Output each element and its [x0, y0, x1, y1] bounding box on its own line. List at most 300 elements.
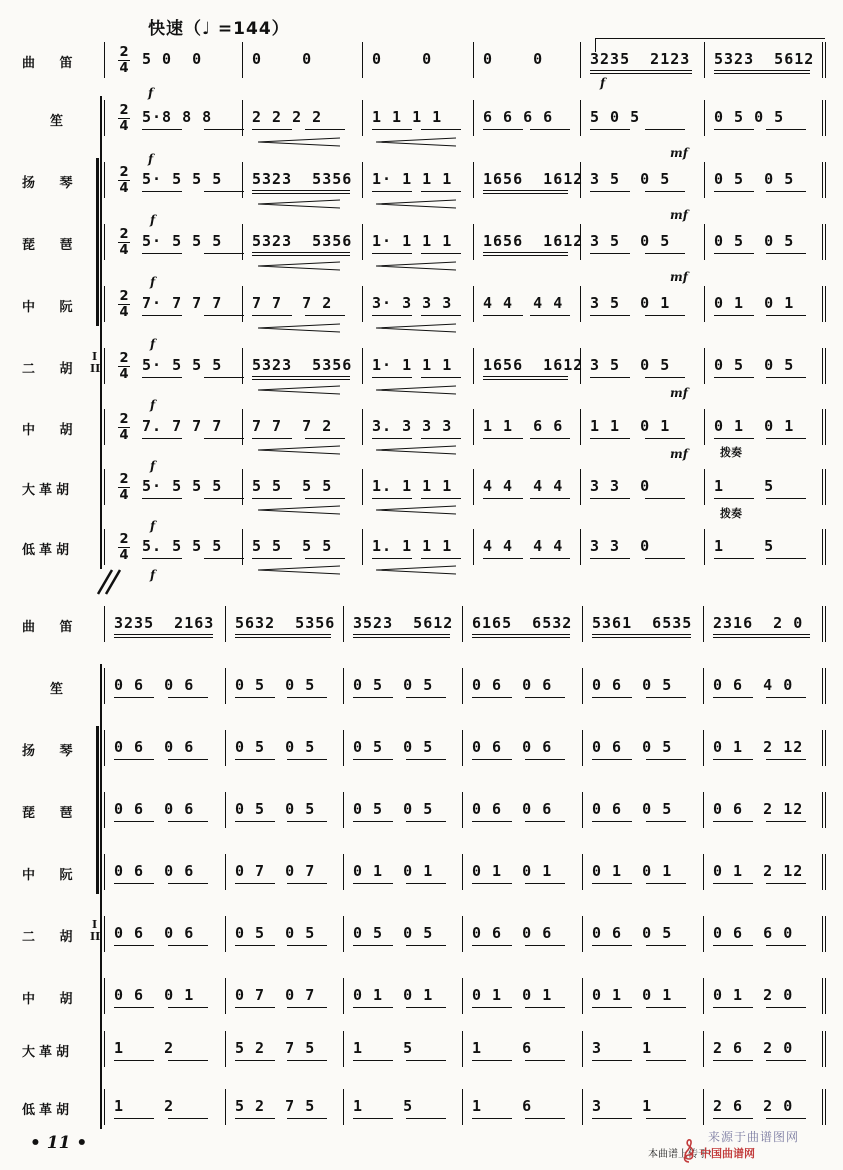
- barline: [242, 162, 243, 198]
- barline-end: [825, 792, 826, 828]
- time-sig-top: 2: [119, 351, 129, 366]
- instrument-label-pipa-system1: 琵 琶: [22, 238, 83, 253]
- beam-line: [713, 697, 753, 698]
- barline: [582, 730, 583, 766]
- beam-line: [645, 315, 685, 316]
- time-sig-top: 2: [119, 165, 129, 180]
- beam-line: [406, 883, 446, 884]
- beam-line: [483, 558, 523, 559]
- barline: [822, 42, 823, 78]
- beam-line: [714, 191, 754, 192]
- beam-line: [525, 821, 565, 822]
- barline-end: [825, 409, 826, 445]
- beam-line: [766, 253, 806, 254]
- barline: [822, 916, 823, 952]
- beam-line: [114, 634, 213, 635]
- beam-line: [421, 253, 461, 254]
- beam-line: [305, 558, 345, 559]
- barline: [703, 792, 704, 828]
- beam-line: [252, 376, 350, 377]
- beam-line: [645, 253, 685, 254]
- beam-line: [235, 1060, 275, 1061]
- measure-dagehu-6: 2 6 2 0: [713, 1039, 794, 1057]
- beam-line: [483, 315, 523, 316]
- beam-line: [766, 1060, 806, 1061]
- system-bracket-strings: [96, 726, 99, 894]
- time-signature: [118, 104, 130, 133]
- dynamic-forte: f: [150, 213, 156, 227]
- dynamic-mezzo-forte: mf: [670, 146, 688, 160]
- measure-pipa-4: 0 6 0 6: [472, 800, 553, 818]
- barline-end: [825, 1089, 826, 1125]
- barline: [242, 529, 243, 565]
- measure-sheng-6: 0 6 4 0: [713, 676, 794, 694]
- measure-sheng-4: 0 6 0 6: [472, 676, 553, 694]
- measure-dagehu-4: 4 4 4 4: [483, 477, 564, 495]
- measure-erhu-5: 3 5 0 5: [590, 356, 671, 374]
- measure-zhongruan-3: 0 1 0 1: [353, 862, 434, 880]
- instrument-label-sheng-system1: 笙: [50, 114, 64, 129]
- beam-line: [305, 498, 345, 499]
- crescendo-hairpin: [376, 137, 456, 147]
- barline: [580, 42, 581, 78]
- beam-line: [646, 1007, 686, 1008]
- beam-line: [646, 883, 686, 884]
- beam-line: [530, 438, 570, 439]
- beam-line: [590, 558, 630, 559]
- beam-line: [204, 558, 244, 559]
- beam-line: [353, 1007, 393, 1008]
- measure-erhu-6: 0 6 6 0: [713, 924, 794, 942]
- beam-line: [287, 821, 327, 822]
- measure-sheng-1: 5·8 8 8: [142, 108, 213, 126]
- measure-digehu-4: 4 4 4 4: [483, 537, 564, 555]
- measure-sheng-3: 0 5 0 5: [353, 676, 434, 694]
- beam-line: [421, 315, 461, 316]
- barline-end: [825, 1031, 826, 1067]
- beam-line: [714, 253, 754, 254]
- dynamic-forte: f: [150, 568, 156, 582]
- measure-zhongruan-5: 0 1 0 1: [592, 862, 673, 880]
- beam-line: [142, 315, 182, 316]
- barline: [582, 854, 583, 890]
- measure-digehu-4: 1 6: [472, 1097, 533, 1115]
- measure-erhu-5: 0 6 0 5: [592, 924, 673, 942]
- measure-sheng-6: 0 5 0 5: [714, 108, 785, 126]
- barline: [582, 1089, 583, 1125]
- beam-line: [472, 634, 570, 635]
- beam-line: [590, 73, 692, 74]
- measure-sheng-3: 1 1 1 1: [372, 108, 443, 126]
- instrument-label-zhonghu-system1: 中 胡: [22, 423, 83, 438]
- crescendo-hairpin: [258, 445, 340, 455]
- measure-zhongruan-1: 7· 7 7 7: [142, 294, 223, 312]
- beam-line: [714, 129, 754, 130]
- barline: [104, 978, 105, 1014]
- measure-digehu-5: 3 3 0: [590, 537, 651, 555]
- time-sig-top: 2: [119, 289, 129, 304]
- beam-line: [590, 129, 630, 130]
- barline: [104, 1089, 105, 1125]
- beam-line: [525, 697, 565, 698]
- barline: [580, 409, 581, 445]
- measure-yangqin-5: 3 5 0 5: [590, 170, 671, 188]
- barline: [225, 1031, 226, 1067]
- barline: [462, 668, 463, 704]
- measure-zhonghu-4: 0 1 0 1: [472, 986, 553, 1004]
- measure-digehu-1: 5. 5 5 5: [142, 537, 223, 555]
- measure-dagehu-2: 5 2 7 5: [235, 1039, 316, 1057]
- erhu-part-1-system1: I: [92, 350, 98, 363]
- measure-yangqin-1: 0 6 0 6: [114, 738, 195, 756]
- time-sig-top: 2: [119, 227, 129, 242]
- measure-zhongruan-6: 0 1 2 12: [713, 862, 804, 880]
- crescendo-hairpin: [258, 261, 340, 271]
- crescendo-hairpin: [376, 565, 456, 575]
- barline-end: [825, 224, 826, 260]
- barline: [580, 286, 581, 322]
- beam-line: [766, 129, 806, 130]
- beam-line: [592, 1007, 632, 1008]
- beam-line: [287, 697, 327, 698]
- barline: [703, 606, 704, 642]
- measure-digehu-5: 3 1: [592, 1097, 653, 1115]
- measure-erhu-3: 1· 1 1 1: [372, 356, 453, 374]
- beam-line: [235, 634, 331, 635]
- phrase-bracket-hook: [595, 38, 596, 52]
- beam-line: [235, 759, 275, 760]
- measure-yangqin-3: 1· 1 1 1: [372, 170, 453, 188]
- erhu-part-2-system2: II: [90, 930, 101, 943]
- crescendo-hairpin: [376, 261, 456, 271]
- time-signature: [118, 46, 130, 75]
- beam-line: [714, 558, 754, 559]
- beam-line: [483, 498, 523, 499]
- time-signature: [118, 166, 130, 195]
- beam-line: [168, 883, 208, 884]
- beam-line: [235, 1007, 275, 1008]
- barline: [242, 469, 243, 505]
- beam-line: [590, 438, 630, 439]
- beam-line: [287, 759, 327, 760]
- barline: [822, 286, 823, 322]
- beam-line: [406, 945, 446, 946]
- instrument-label-digehu-system1: 低革胡: [22, 543, 74, 558]
- beam-line: [421, 377, 461, 378]
- beam-line: [766, 759, 806, 760]
- beam-line: [353, 1060, 393, 1061]
- barline: [580, 469, 581, 505]
- beam-line: [287, 1007, 327, 1008]
- measure-yangqin-2: 5323 5356: [252, 170, 353, 188]
- beam-line: [235, 637, 331, 638]
- dynamic-forte: f: [148, 86, 154, 100]
- barline: [104, 42, 105, 78]
- beam-line: [483, 193, 568, 194]
- measure-pipa-4: 1656 1612: [483, 232, 584, 250]
- measure-qudi-3: 0 0: [372, 50, 433, 68]
- beam-line: [472, 637, 570, 638]
- beam-line: [372, 498, 412, 499]
- barline: [703, 730, 704, 766]
- beam-line: [204, 129, 244, 130]
- measure-pipa-1: 5· 5 5 5: [142, 232, 223, 250]
- dynamic-mezzo-forte: mf: [670, 386, 688, 400]
- dynamic-forte: f: [150, 398, 156, 412]
- measure-pipa-3: 1· 1 1 1: [372, 232, 453, 250]
- beam-line: [168, 1007, 208, 1008]
- barline: [225, 668, 226, 704]
- measure-yangqin-5: 0 6 0 5: [592, 738, 673, 756]
- barline: [242, 42, 243, 78]
- beam-line: [646, 1060, 686, 1061]
- measure-erhu-4: 1656 1612: [483, 356, 584, 374]
- barline: [822, 529, 823, 565]
- barline-end: [825, 730, 826, 766]
- measure-zhongruan-6: 0 1 0 1: [714, 294, 795, 312]
- beam-line: [204, 377, 244, 378]
- beam-line: [305, 438, 345, 439]
- dynamic-mezzo-forte: mf: [670, 447, 688, 461]
- barline: [362, 529, 363, 565]
- beam-line: [252, 190, 350, 191]
- barline: [582, 606, 583, 642]
- time-sig-top: 2: [119, 103, 129, 118]
- beam-line: [114, 1060, 154, 1061]
- beam-line: [713, 883, 753, 884]
- barline: [822, 606, 823, 642]
- system-bracket-strings: [96, 158, 99, 326]
- beam-line: [142, 129, 182, 130]
- time-sig-top: 2: [119, 532, 129, 547]
- crescendo-hairpin: [376, 445, 456, 455]
- instrument-label-zhongruan-system1: 中 阮: [22, 300, 83, 315]
- beam-line: [590, 315, 630, 316]
- beam-line: [252, 193, 350, 194]
- barline: [104, 1031, 105, 1067]
- beam-line: [114, 1118, 154, 1119]
- beam-line: [287, 883, 327, 884]
- beam-line: [530, 558, 570, 559]
- measure-pipa-3: 0 5 0 5: [353, 800, 434, 818]
- barline: [704, 348, 705, 384]
- beam-line: [766, 191, 806, 192]
- instrument-label-qudi-system1: 曲 笛: [22, 56, 83, 71]
- beam-line: [483, 379, 568, 380]
- time-sig-top: 2: [119, 45, 129, 60]
- beam-line: [406, 821, 446, 822]
- measure-zhongruan-1: 0 6 0 6: [114, 862, 195, 880]
- beam-line: [235, 1118, 275, 1119]
- barline: [362, 469, 363, 505]
- system-brace: [100, 96, 102, 569]
- barline: [704, 529, 705, 565]
- barline: [242, 100, 243, 136]
- barline: [225, 606, 226, 642]
- beam-line: [421, 191, 461, 192]
- crescendo-hairpin: [376, 323, 456, 333]
- beam-line: [714, 73, 810, 74]
- beam-line: [252, 379, 350, 380]
- dynamic-forte: f: [600, 76, 606, 90]
- beam-line: [714, 438, 754, 439]
- beam-line: [421, 558, 461, 559]
- beam-line: [483, 190, 568, 191]
- barline: [822, 100, 823, 136]
- beam-line: [713, 759, 753, 760]
- beam-line: [204, 253, 244, 254]
- watermark-source: 来源于曲谱图网: [708, 1130, 800, 1144]
- measure-digehu-3: 1. 1 1 1: [372, 537, 453, 555]
- beam-line: [252, 315, 292, 316]
- barline: [462, 1031, 463, 1067]
- barline: [822, 730, 823, 766]
- beam-line: [353, 1118, 393, 1119]
- beam-line: [372, 558, 412, 559]
- measure-erhu-2: 5323 5356: [252, 356, 353, 374]
- crescendo-hairpin: [258, 199, 340, 209]
- beam-line: [235, 821, 275, 822]
- beam-line: [252, 498, 292, 499]
- measure-digehu-3: 1 5: [353, 1097, 414, 1115]
- barline: [703, 978, 704, 1014]
- barline: [104, 668, 105, 704]
- beam-line: [114, 697, 154, 698]
- beam-line: [287, 1118, 327, 1119]
- measure-sheng-4: 6 6 6 6: [483, 108, 554, 126]
- system-brace: [100, 664, 102, 1129]
- measure-zhongruan-4: 4 4 4 4: [483, 294, 564, 312]
- beam-line: [168, 945, 208, 946]
- barline-end: [825, 978, 826, 1014]
- barline: [822, 1089, 823, 1125]
- barline: [473, 100, 474, 136]
- crescendo-hairpin: [376, 199, 456, 209]
- measure-erhu-1: 0 6 0 6: [114, 924, 195, 942]
- beam-line: [168, 821, 208, 822]
- measure-erhu-2: 0 5 0 5: [235, 924, 316, 942]
- barline: [822, 409, 823, 445]
- beam-line: [525, 1118, 565, 1119]
- beam-line: [472, 759, 512, 760]
- measure-yangqin-6: 0 1 2 12: [713, 738, 804, 756]
- beam-line: [204, 191, 244, 192]
- beam-line: [114, 759, 154, 760]
- system-separator-mark: [90, 566, 130, 596]
- barline: [462, 606, 463, 642]
- barline-end: [825, 916, 826, 952]
- measure-qudi-3: 3523 5612: [353, 614, 454, 632]
- barline: [104, 469, 105, 505]
- measure-digehu-1: 1 2: [114, 1097, 175, 1115]
- barline: [473, 529, 474, 565]
- beam-line: [483, 438, 523, 439]
- barline: [225, 978, 226, 1014]
- barline-end: [825, 606, 826, 642]
- time-sig-bottom: 4: [119, 119, 129, 134]
- phrase-bracket: [595, 38, 825, 39]
- beam-line: [766, 697, 806, 698]
- measure-erhu-4: 0 6 0 6: [472, 924, 553, 942]
- measure-pipa-5: 0 6 0 5: [592, 800, 673, 818]
- measure-yangqin-4: 0 6 0 6: [472, 738, 553, 756]
- beam-line: [372, 438, 412, 439]
- barline: [104, 606, 105, 642]
- beam-line: [483, 129, 523, 130]
- measure-digehu-6: 2 6 2 0: [713, 1097, 794, 1115]
- barline: [704, 409, 705, 445]
- barline: [822, 162, 823, 198]
- beam-line: [645, 558, 685, 559]
- barline: [704, 469, 705, 505]
- beam-line: [114, 1007, 154, 1008]
- barline: [104, 348, 105, 384]
- barline: [703, 668, 704, 704]
- barline: [462, 792, 463, 828]
- barline: [462, 1089, 463, 1125]
- dynamic-forte: f: [150, 275, 156, 289]
- barline: [462, 916, 463, 952]
- beam-line: [525, 883, 565, 884]
- beam-line: [235, 883, 275, 884]
- beam-line: [592, 697, 632, 698]
- beam-line: [252, 558, 292, 559]
- beam-line: [713, 1118, 753, 1119]
- barline: [104, 916, 105, 952]
- barline: [343, 854, 344, 890]
- barline: [362, 286, 363, 322]
- measure-zhonghu-1: 7. 7 7 7: [142, 417, 223, 435]
- beam-line: [530, 315, 570, 316]
- barline: [473, 348, 474, 384]
- measure-sheng-2: 2 2 2 2: [252, 108, 323, 126]
- barline-end: [825, 100, 826, 136]
- erhu-part-2-system1: II: [90, 362, 101, 375]
- beam-line: [766, 438, 806, 439]
- measure-dagehu-5: 3 3 0: [590, 477, 651, 495]
- measure-zhongruan-3: 3· 3 3 3: [372, 294, 453, 312]
- crescendo-hairpin: [258, 137, 340, 147]
- measure-pipa-2: 0 5 0 5: [235, 800, 316, 818]
- measure-digehu-2: 5 2 7 5: [235, 1097, 316, 1115]
- time-sig-bottom: 4: [119, 243, 129, 258]
- barline: [104, 286, 105, 322]
- beam-line: [766, 821, 806, 822]
- time-sig-bottom: 4: [119, 548, 129, 563]
- beam-line: [168, 759, 208, 760]
- barline: [242, 348, 243, 384]
- measure-zhonghu-5: 1 1 0 1: [590, 417, 671, 435]
- time-sig-top: 2: [119, 412, 129, 427]
- measure-dagehu-3: 1. 1 1 1: [372, 477, 453, 495]
- beam-line: [252, 438, 292, 439]
- beam-line: [592, 1118, 632, 1119]
- barline: [362, 42, 363, 78]
- beam-line: [353, 945, 393, 946]
- barline: [822, 469, 823, 505]
- instrument-label-erhu-system1: 二 胡: [22, 362, 83, 377]
- barline: [703, 1089, 704, 1125]
- time-signature: [118, 290, 130, 319]
- barline: [362, 162, 363, 198]
- measure-zhonghu-6: 0 1 2 0: [713, 986, 794, 1004]
- barline: [104, 529, 105, 565]
- dynamic-mezzo-forte: mf: [670, 208, 688, 222]
- measure-yangqin-2: 0 5 0 5: [235, 738, 316, 756]
- barline: [343, 916, 344, 952]
- measure-zhonghu-2: 7 7 7 2: [252, 417, 333, 435]
- barline-end: [825, 469, 826, 505]
